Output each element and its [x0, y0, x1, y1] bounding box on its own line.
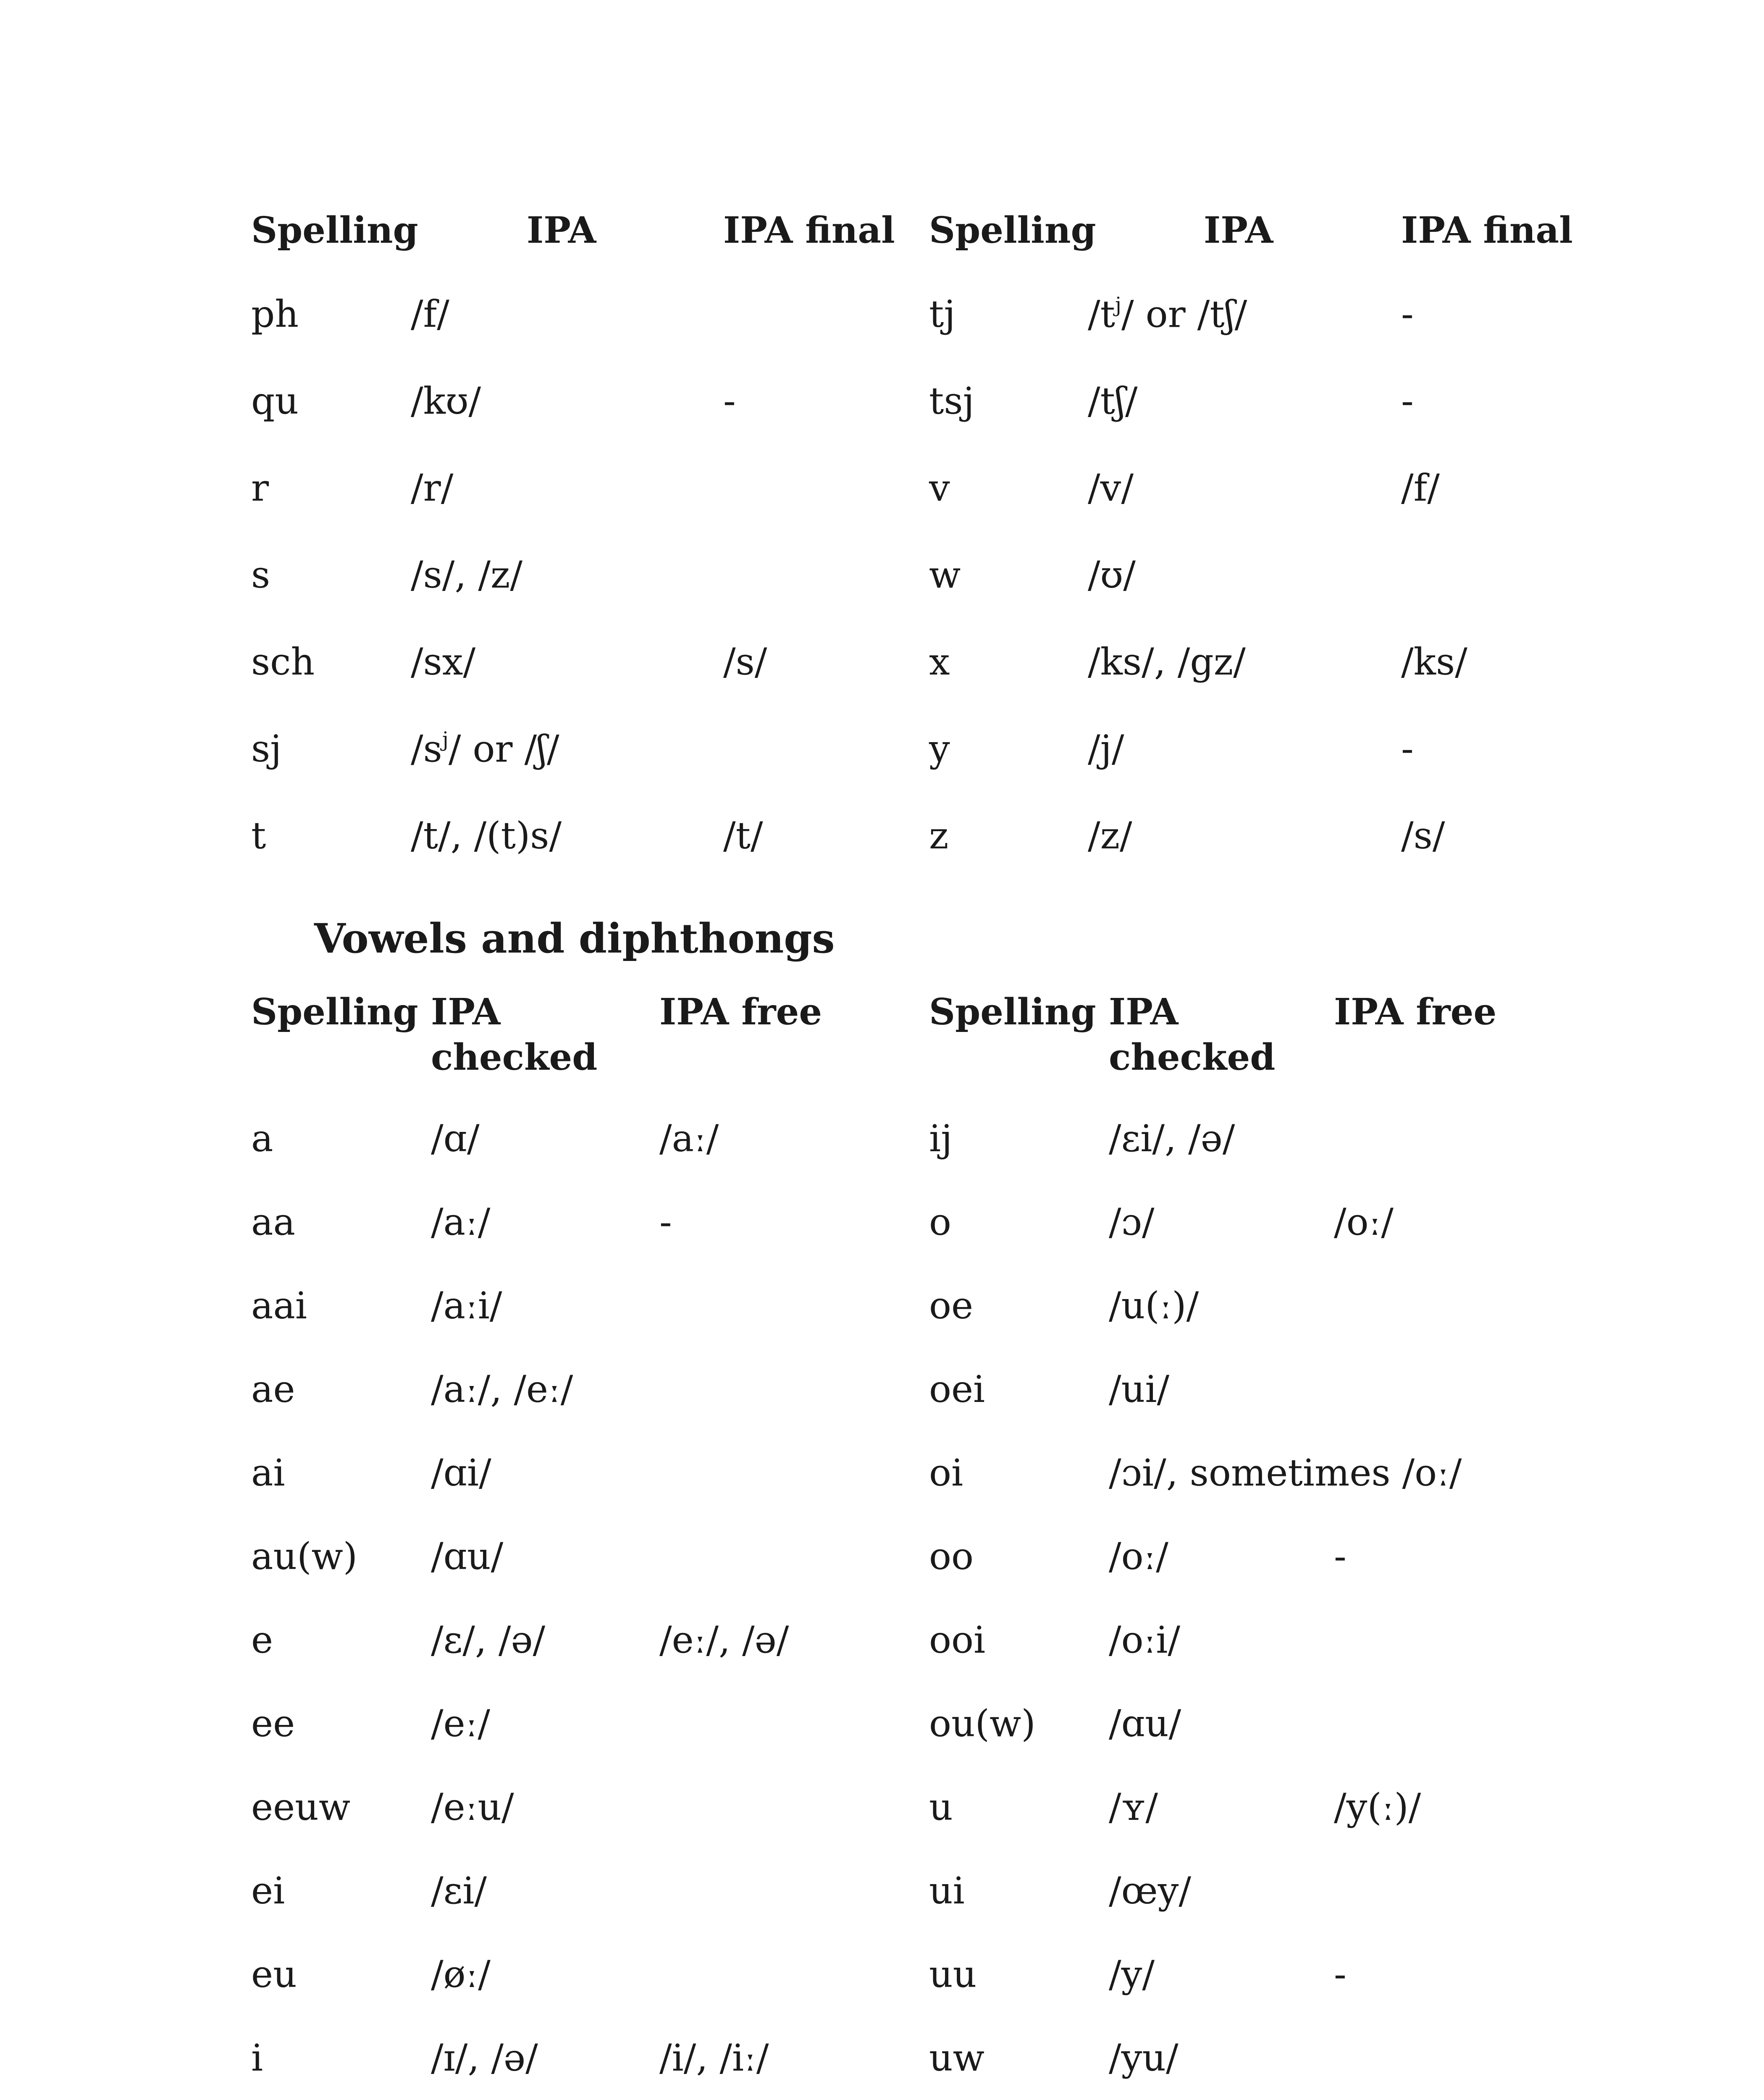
vowel-cell-r11-c2: /i/, /iː/	[659, 2036, 769, 2079]
vowel-cell-r5-c4: /oː/	[1109, 1535, 1168, 1578]
vowel-cell-r3-c0: ae	[251, 1368, 295, 1411]
vowel-header-3: Spelling	[929, 991, 1096, 1033]
consonant-cell-r5-c3: y	[929, 727, 950, 770]
vowel-cell-r10-c5: -	[1334, 1953, 1347, 1996]
vowel-cell-r10-c0: eu	[251, 1953, 297, 1996]
vowel-cell-r4-c0: ai	[251, 1451, 285, 1494]
consonant-cell-r1-c5: -	[1401, 379, 1414, 423]
vowel-cell-r2-c1: /aːi/	[431, 1284, 502, 1327]
consonant-cell-r4-c0: sch	[251, 640, 315, 683]
consonant-cell-r1-c2: -	[723, 379, 736, 423]
consonant-cell-r5-c4: /j/	[1088, 727, 1124, 770]
vowel-cell-r7-c0: ee	[251, 1702, 295, 1745]
vowel-cell-r9-c3: ui	[929, 1869, 965, 1912]
vowel-cell-r5-c0: au(w)	[251, 1535, 358, 1578]
consonant-cell-r3-c0: s	[251, 553, 270, 596]
vowel-cell-r2-c3: oe	[929, 1284, 974, 1327]
vowel-cell-r0-c1: /ɑ/	[431, 1117, 480, 1160]
vowel-cell-r6-c0: e	[251, 1618, 273, 1662]
vowel-cell-r6-c2: /eː/, /ə/	[659, 1618, 789, 1662]
vowel-header-0: Spelling	[251, 991, 418, 1033]
vowel-cell-r9-c1: /ɛi/	[431, 1869, 487, 1912]
consonant-cell-r4-c1: /sx/	[411, 640, 476, 683]
consonant-cell-r6-c1: /t/, /(t)s/	[411, 814, 562, 857]
vowel-cell-r6-c1: /ɛ/, /ə/	[431, 1618, 546, 1662]
vowel-cell-r3-c1: /aː/, /eː/	[431, 1368, 573, 1411]
consonant-cell-r6-c2: /t/	[723, 814, 763, 857]
vowel-cell-r11-c0: i	[251, 2036, 263, 2079]
consonant-cell-r5-c5: -	[1401, 727, 1414, 770]
consonant-cell-r4-c3: x	[929, 640, 950, 683]
vowel-cell-r8-c0: eeuw	[251, 1785, 351, 1829]
consonant-cell-r0-c5: -	[1401, 292, 1414, 336]
vowel-cell-r2-c0: aai	[251, 1284, 307, 1327]
vowel-cell-r5-c1: /ɑu/	[431, 1535, 504, 1578]
consonant-cell-r1-c4: /tʃ/	[1088, 379, 1138, 423]
vowel-cell-r11-c4: /yu/	[1109, 2036, 1179, 2079]
vowel-header-2: IPA free	[659, 991, 822, 1033]
vowel-cell-r8-c1: /eːu/	[431, 1785, 514, 1829]
vowel-cell-r3-c3: oei	[929, 1368, 985, 1411]
vowel-cell-r9-c4: /œy/	[1109, 1869, 1192, 1912]
consonant-cell-r4-c5: /ks/	[1401, 640, 1467, 683]
vowel-header-1: IPA checked	[431, 991, 598, 1079]
vowel-cell-r5-c3: oo	[929, 1535, 974, 1578]
consonant-cell-r0-c4: $/t^j/$ or /tʃ/	[1088, 292, 1247, 336]
vowel-cell-r10-c1: /øː/	[431, 1953, 491, 1996]
vowel-cell-r7-c4: /ɑu/	[1109, 1702, 1181, 1745]
consonant-cell-r6-c0: t	[251, 814, 266, 857]
consonant-cell-r2-c1: /r/	[411, 466, 454, 509]
consonant-header-4: IPA	[1204, 209, 1273, 252]
consonant-cell-r2-c3: v	[929, 466, 950, 509]
consonant-header-3: Spelling	[929, 209, 1096, 252]
vowel-cell-r0-c2: /aː/	[659, 1117, 719, 1160]
consonant-cell-r5-c0: sj	[251, 727, 282, 770]
consonant-cell-r3-c1: /s/, /z/	[411, 553, 523, 596]
consonant-cell-r1-c0: qu	[251, 379, 299, 423]
vowel-cell-r10-c3: uu	[929, 1953, 977, 1996]
vowel-cell-r1-c0: aa	[251, 1200, 295, 1244]
vowel-cell-r0-c3: ij	[929, 1117, 953, 1160]
consonant-cell-r2-c0: r	[251, 466, 269, 509]
vowel-cell-r10-c4: /y/	[1109, 1953, 1155, 1996]
consonant-header-2: IPA final	[723, 209, 895, 252]
section-title: Vowels and diphthongs	[314, 915, 835, 962]
vowel-cell-r5-c5: -	[1334, 1535, 1347, 1578]
consonant-cell-r4-c4: /ks/, /gz/	[1088, 640, 1246, 683]
vowel-cell-r11-c3: uw	[929, 2036, 984, 2079]
vowel-header-4: IPA checked	[1109, 991, 1276, 1079]
consonant-cell-r0-c3: tj	[929, 292, 956, 336]
vowel-cell-r3-c4: /ui/	[1109, 1368, 1170, 1411]
consonant-cell-r0-c1: /f/	[411, 292, 449, 336]
vowel-cell-r1-c3: o	[929, 1200, 951, 1244]
consonant-cell-r5-c1: $/s^j/$ or /ʃ/	[411, 727, 559, 771]
vowel-cell-r7-c3: ou(w)	[929, 1702, 1036, 1745]
consonant-header-5: IPA final	[1401, 209, 1573, 252]
consonant-header-0: Spelling	[251, 209, 418, 252]
vowel-cell-r8-c5: /y(ː)/	[1334, 1785, 1421, 1829]
vowel-cell-r1-c1: /aː/	[431, 1200, 491, 1244]
vowel-header-5: IPA free	[1334, 991, 1497, 1033]
vowel-cell-r0-c4: /ɛi/, /ə/	[1109, 1117, 1235, 1160]
vowel-cell-r6-c4: /oːi/	[1109, 1618, 1181, 1662]
vowel-cell-r8-c4: /ʏ/	[1109, 1785, 1158, 1829]
consonant-cell-r6-c5: /s/	[1401, 814, 1445, 857]
consonant-cell-r1-c1: /kʊ/	[411, 379, 481, 423]
consonant-cell-r3-c3: w	[929, 553, 961, 596]
vowel-cell-r11-c1: /ɪ/, /ə/	[431, 2036, 538, 2079]
vowel-cell-r0-c0: a	[251, 1117, 273, 1160]
vowel-cell-r8-c3: u	[929, 1785, 953, 1829]
vowel-cell-r1-c2: -	[659, 1200, 672, 1244]
consonant-header-1: IPA	[527, 209, 596, 252]
vowel-cell-r9-c0: ei	[251, 1869, 285, 1912]
vowel-cell-r4-c4: /ɔi/, sometimes /oː/	[1109, 1451, 1462, 1494]
consonant-cell-r4-c2: /s/	[723, 640, 767, 683]
vowel-cell-r4-c3: oi	[929, 1451, 963, 1494]
consonant-cell-r1-c3: tsj	[929, 379, 974, 423]
vowel-cell-r4-c1: /ɑi/	[431, 1451, 491, 1494]
vowel-cell-r2-c4: /u(ː)/	[1109, 1284, 1199, 1327]
vowel-cell-r1-c5: /oː/	[1334, 1200, 1394, 1244]
vowel-cell-r7-c1: /eː/	[431, 1702, 491, 1745]
consonant-cell-r3-c4: /ʊ/	[1088, 553, 1136, 596]
consonant-cell-r2-c5: /f/	[1401, 466, 1440, 509]
vowel-cell-r1-c4: /ɔ/	[1109, 1200, 1155, 1244]
consonant-cell-r6-c3: z	[929, 814, 949, 857]
consonant-cell-r0-c0: ph	[251, 292, 299, 336]
vowel-cell-r6-c3: ooi	[929, 1618, 986, 1662]
consonant-cell-r6-c4: /z/	[1088, 814, 1132, 857]
consonant-cell-r2-c4: /v/	[1088, 466, 1134, 509]
